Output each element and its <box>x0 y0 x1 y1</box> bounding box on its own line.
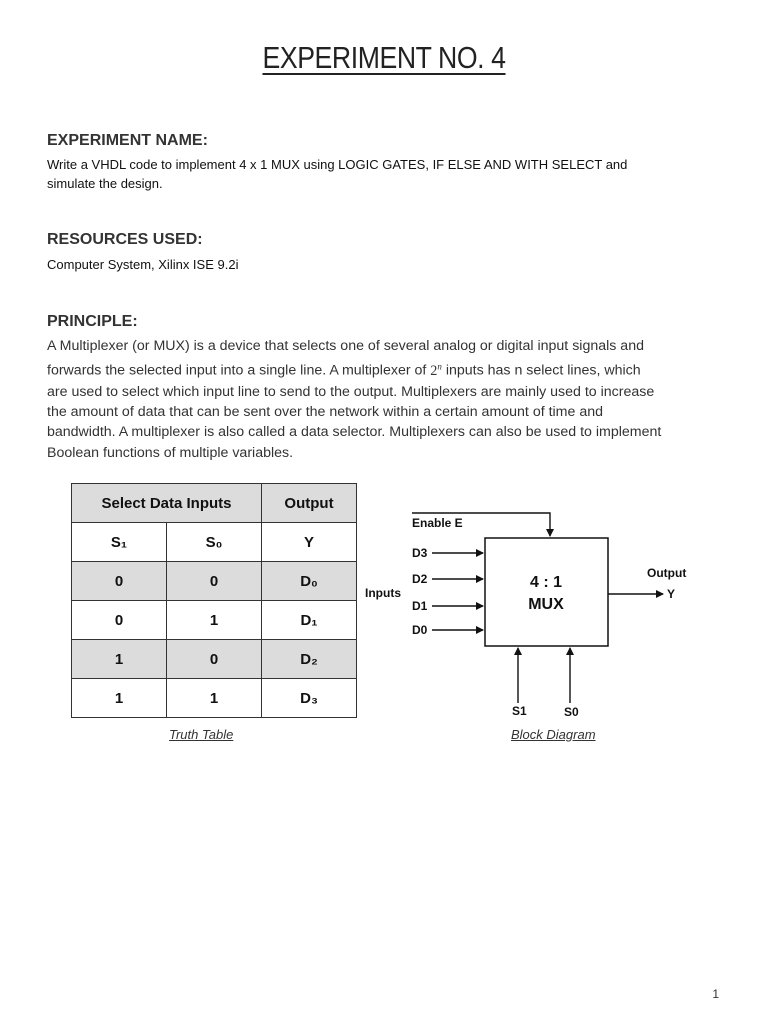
power-expression: 2$^n$ <box>430 361 442 380</box>
output-label: Output <box>647 566 687 580</box>
table-row <box>72 640 357 679</box>
mux-ratio-label: 4 : 1 <box>529 574 563 591</box>
d3-label: D3 <box>412 546 428 560</box>
s1-label: S1 <box>512 704 527 718</box>
cell-s1: 0 <box>72 562 167 601</box>
mux-label: MUX <box>528 596 564 613</box>
block-diagram <box>360 505 700 720</box>
d2-label: D2 <box>412 572 428 586</box>
truth-table-caption: Truth Table <box>169 727 234 742</box>
cell-s1: 0 <box>72 601 167 640</box>
enable-label: Enable E <box>412 516 463 530</box>
cell-y: D₂ <box>262 640 357 679</box>
cell-s1: 1 <box>72 679 167 718</box>
principle-line: A Multiplexer (or MUX) is a device that selects one of several analog or digital input signals and <box>47 338 644 354</box>
y-label: Y <box>667 587 676 601</box>
principle-line: the amount of data that can be sent over the network within a certain amount of time and <box>47 403 604 420</box>
cell-s0: 1 <box>167 601 262 640</box>
page-title: EXPERIMENT NO. 4 <box>262 40 506 75</box>
experiment-name-text <box>47 155 727 193</box>
cell-y: D₃ <box>262 679 357 718</box>
principle-line: Boolean functions of multiple variables. <box>47 444 294 461</box>
header-output: Output <box>262 484 357 523</box>
col-y: Y <box>262 523 357 562</box>
principle-line: forwards the selected input into a single line. A multiplexer of 2$^n$ inputs has n select lines, which <box>47 361 641 380</box>
header-select-inputs: Select Data Inputs <box>72 484 262 523</box>
inputs-label: Inputs <box>365 586 401 600</box>
resources-text: Computer System, Xilinx ISE 9.2i <box>47 257 239 272</box>
cell-s0: 0 <box>167 562 262 601</box>
principle-line: bandwidth. A multiplexer is also called a data selector. Multiplexers can also be used to implement <box>47 424 662 441</box>
principle-line: are used to select which input line to send to the output. Multiplexers are mainly used to increase <box>47 383 655 400</box>
s0-label: S0 <box>564 705 579 719</box>
experiment-name-heading: EXPERIMENT NAME: <box>47 132 208 149</box>
cell-s1: 1 <box>72 640 167 679</box>
resources-heading: RESOURCES USED: <box>47 231 203 248</box>
experiment-name-line-1: Write a VHDL code to implement 4 x 1 MUX using LOGIC GATES, IF ELSE AND WITH SELECT and <box>47 157 628 172</box>
experiment-name-line-2: simulate the design. <box>47 176 163 191</box>
cell-y: D₀ <box>262 562 357 601</box>
d1-label: D1 <box>412 599 428 613</box>
principle-heading: PRINCIPLE: <box>47 313 138 330</box>
table-row <box>72 562 357 601</box>
cell-s0: 0 <box>167 640 262 679</box>
mux-box <box>485 538 608 646</box>
principle-text <box>47 336 737 463</box>
table-row <box>72 601 357 640</box>
block-diagram-caption: Block Diagram <box>511 727 596 742</box>
col-s0: S₀ <box>167 523 262 562</box>
page-number: 1 <box>712 987 719 1001</box>
cell-s0: 1 <box>167 679 262 718</box>
truth-table <box>71 483 357 718</box>
col-s1: S₁ <box>72 523 167 562</box>
d0-label: D0 <box>412 623 428 637</box>
cell-y: D₁ <box>262 601 357 640</box>
table-row <box>72 679 357 718</box>
